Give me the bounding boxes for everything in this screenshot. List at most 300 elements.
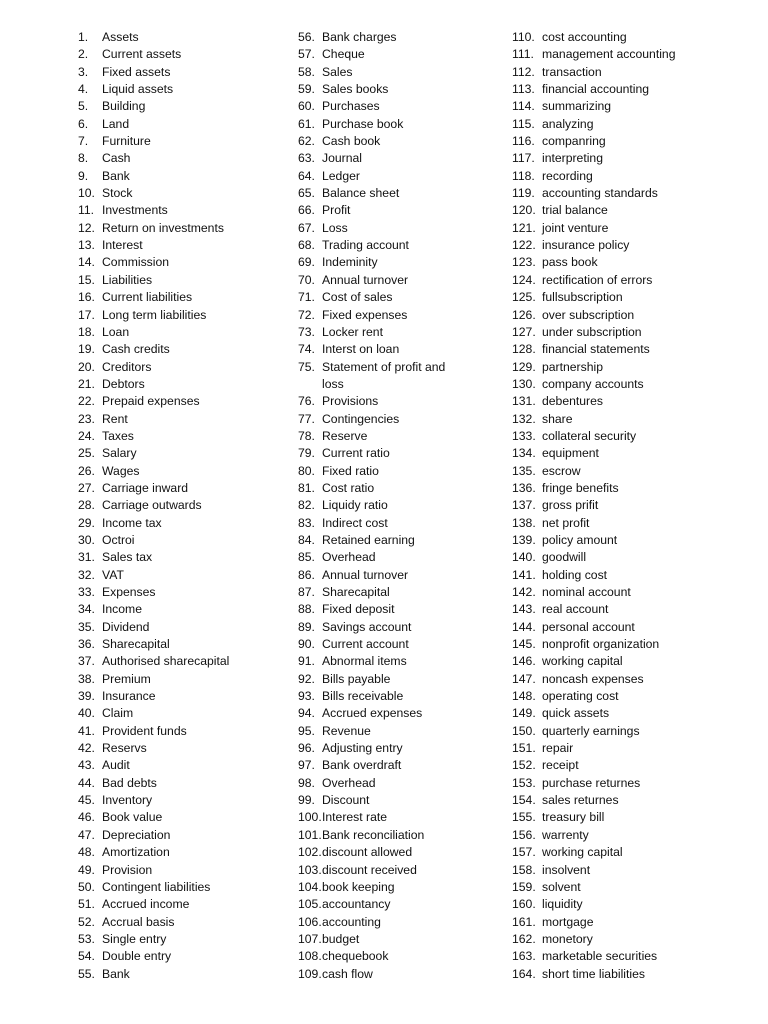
list-item bbox=[298, 220, 498, 237]
item-term: financial accounting bbox=[542, 82, 650, 97]
item-term: Bank reconciliation bbox=[322, 827, 425, 842]
item-number: 99. bbox=[298, 793, 315, 808]
item-number: 42. bbox=[78, 741, 95, 756]
item-term: Statement of profit and loss bbox=[322, 359, 446, 391]
item-number: 49. bbox=[78, 862, 95, 877]
item-number: 126. bbox=[512, 307, 536, 322]
list-item bbox=[298, 341, 498, 358]
list-item bbox=[512, 254, 762, 271]
item-number: 34. bbox=[78, 602, 95, 617]
list-item bbox=[298, 185, 498, 202]
item-number: 153. bbox=[512, 775, 536, 790]
item-term: company accounts bbox=[542, 376, 644, 391]
list-item bbox=[512, 237, 762, 254]
item-term: Sharecapital bbox=[322, 585, 390, 599]
list-item bbox=[298, 254, 498, 271]
list-item bbox=[512, 671, 762, 688]
item-number: 48. bbox=[78, 845, 95, 860]
list-item bbox=[512, 272, 762, 289]
item-number: 73. bbox=[298, 324, 315, 339]
item-term: working capital bbox=[542, 654, 623, 669]
list-item bbox=[78, 584, 278, 601]
list-item bbox=[512, 202, 762, 219]
item-number: 76. bbox=[298, 394, 315, 409]
item-term: personal account bbox=[542, 619, 635, 634]
list-item bbox=[298, 619, 498, 636]
item-number: 30. bbox=[78, 532, 95, 547]
item-term: Cash credits bbox=[102, 342, 170, 357]
item-term: Current liabilities bbox=[102, 290, 193, 305]
item-number: 155. bbox=[512, 810, 536, 825]
list-item bbox=[298, 671, 498, 688]
item-number: 139. bbox=[512, 532, 536, 547]
list-item bbox=[78, 931, 278, 948]
item-term: operating cost bbox=[542, 689, 619, 704]
list-item bbox=[512, 549, 762, 566]
item-term: Land bbox=[102, 116, 130, 131]
item-term: Contingencies bbox=[322, 411, 400, 426]
item-term: Liquidy ratio bbox=[322, 498, 388, 513]
item-term: Taxes bbox=[102, 428, 134, 443]
item-number: 59. bbox=[298, 82, 315, 97]
list-item bbox=[78, 966, 278, 983]
list-item bbox=[512, 844, 762, 861]
item-term: Savings account bbox=[322, 619, 412, 634]
list-item bbox=[78, 254, 278, 271]
item-number: 21. bbox=[78, 376, 95, 391]
item-number: 14. bbox=[78, 255, 95, 270]
list-item bbox=[512, 601, 762, 618]
item-term: Cost of sales bbox=[322, 290, 393, 305]
list-item bbox=[78, 757, 278, 774]
item-number: 15. bbox=[78, 272, 95, 287]
item-number: 122. bbox=[512, 238, 536, 253]
item-number: 37. bbox=[78, 654, 95, 669]
item-term: Bills payable bbox=[322, 671, 391, 686]
item-number: 35. bbox=[78, 619, 95, 634]
list-item bbox=[298, 705, 498, 722]
item-number: 54. bbox=[78, 949, 95, 964]
list-item bbox=[78, 324, 278, 341]
item-number: 152. bbox=[512, 758, 536, 773]
item-number: 90. bbox=[298, 637, 315, 652]
list-item bbox=[298, 116, 498, 133]
item-term: joint venture bbox=[542, 220, 609, 235]
item-term: Sales tax bbox=[102, 550, 153, 565]
item-number: 157. bbox=[512, 845, 536, 860]
item-term: Interst on loan bbox=[322, 342, 400, 357]
item-term: Bank charges bbox=[322, 30, 397, 44]
list-item bbox=[78, 46, 278, 63]
item-term: Investments bbox=[102, 203, 168, 218]
list-item bbox=[298, 168, 498, 185]
item-term: VAT bbox=[102, 567, 124, 582]
list-item bbox=[512, 532, 762, 549]
list-item bbox=[298, 46, 498, 63]
item-term: trial balance bbox=[542, 203, 608, 218]
item-number: 89. bbox=[298, 619, 315, 634]
item-term: Commission bbox=[102, 255, 170, 270]
column-3 bbox=[512, 29, 762, 983]
item-term: net profit bbox=[542, 515, 590, 530]
list-item bbox=[512, 220, 762, 237]
item-number: 68. bbox=[298, 238, 315, 253]
item-term: accountancy bbox=[322, 897, 391, 912]
item-number: 113. bbox=[512, 82, 535, 97]
list-item bbox=[78, 723, 278, 740]
list-item bbox=[298, 289, 498, 306]
list-item bbox=[78, 705, 278, 722]
list-item bbox=[78, 220, 278, 237]
list-item bbox=[298, 237, 498, 254]
list-item bbox=[78, 29, 278, 46]
item-term: escrow bbox=[542, 463, 581, 478]
item-term: Purchases bbox=[322, 99, 380, 114]
list-item bbox=[78, 844, 278, 861]
item-number: 71. bbox=[298, 290, 315, 305]
item-number: 13. bbox=[78, 238, 95, 253]
list-item bbox=[78, 827, 278, 844]
item-term: Provisions bbox=[322, 394, 379, 409]
list-item bbox=[512, 827, 762, 844]
item-term: chequebook bbox=[322, 949, 389, 964]
list-item bbox=[298, 272, 498, 289]
list-item bbox=[512, 914, 762, 931]
item-term: Provision bbox=[102, 862, 153, 877]
item-number: 52. bbox=[78, 914, 95, 929]
list-item bbox=[512, 168, 762, 185]
list-item bbox=[298, 931, 498, 948]
list-item bbox=[512, 376, 762, 393]
list-item bbox=[298, 844, 498, 861]
item-number: 8. bbox=[78, 151, 89, 166]
item-number: 127. bbox=[512, 324, 536, 339]
item-term: Bank bbox=[102, 168, 130, 183]
item-term: Cash bbox=[102, 151, 131, 166]
item-term: Reservs bbox=[102, 741, 147, 756]
item-number: 150. bbox=[512, 723, 536, 738]
item-number: 141. bbox=[512, 567, 536, 582]
item-number: 120. bbox=[512, 203, 536, 218]
list-item bbox=[512, 307, 762, 324]
item-number: 107. bbox=[298, 931, 322, 946]
list-item bbox=[78, 289, 278, 306]
item-number: 128. bbox=[512, 342, 536, 357]
item-term: insolvent bbox=[542, 862, 591, 877]
item-term: Audit bbox=[102, 758, 130, 773]
item-number: 106. bbox=[298, 914, 322, 929]
list-item bbox=[78, 428, 278, 445]
item-term: Provident funds bbox=[102, 723, 187, 738]
item-number: 105. bbox=[298, 897, 322, 912]
list-item bbox=[512, 705, 762, 722]
item-term: Cheque bbox=[322, 47, 365, 62]
list-item bbox=[298, 359, 498, 394]
list-item bbox=[512, 653, 762, 670]
item-number: 119. bbox=[512, 186, 535, 201]
item-number: 3. bbox=[78, 64, 89, 79]
item-number: 63. bbox=[298, 151, 315, 166]
item-term: summarizing bbox=[542, 99, 612, 114]
item-number: 135. bbox=[512, 463, 536, 478]
item-number: 6. bbox=[78, 116, 89, 131]
item-term: Income tax bbox=[102, 515, 162, 530]
item-number: 26. bbox=[78, 463, 95, 478]
item-number: 114. bbox=[512, 99, 535, 114]
item-number: 47. bbox=[78, 827, 95, 842]
item-term: Double entry bbox=[102, 949, 172, 964]
list-item bbox=[512, 133, 762, 150]
item-number: 2. bbox=[78, 47, 89, 62]
list-item bbox=[512, 480, 762, 497]
item-number: 74. bbox=[298, 342, 315, 357]
item-term: Locker rent bbox=[322, 324, 383, 339]
item-number: 159. bbox=[512, 879, 536, 894]
item-term: sales returnes bbox=[542, 793, 619, 808]
list-item bbox=[512, 463, 762, 480]
item-number: 81. bbox=[298, 480, 315, 495]
list-item bbox=[78, 567, 278, 584]
list-item bbox=[78, 98, 278, 115]
list-item bbox=[512, 809, 762, 826]
item-number: 116. bbox=[512, 134, 535, 149]
list-item bbox=[298, 428, 498, 445]
item-number: 46. bbox=[78, 810, 95, 825]
list-item bbox=[298, 914, 498, 931]
item-number: 94. bbox=[298, 706, 315, 721]
list-item bbox=[78, 879, 278, 896]
item-term: transaction bbox=[542, 64, 602, 79]
list-item bbox=[298, 584, 498, 601]
column-1 bbox=[78, 29, 278, 983]
item-number: 162. bbox=[512, 931, 536, 946]
list-item bbox=[298, 723, 498, 740]
list-item bbox=[298, 150, 498, 167]
list-item bbox=[512, 46, 762, 63]
item-number: 103. bbox=[298, 862, 322, 877]
item-term: partnership bbox=[542, 359, 603, 374]
list-item bbox=[512, 792, 762, 809]
list-item bbox=[78, 445, 278, 462]
list-item bbox=[78, 307, 278, 324]
item-term: Income bbox=[102, 602, 142, 617]
item-number: 133. bbox=[512, 428, 536, 443]
item-number: 22. bbox=[78, 394, 95, 409]
list-item bbox=[512, 567, 762, 584]
item-term: Fixed expenses bbox=[322, 307, 408, 322]
item-number: 16. bbox=[78, 290, 95, 305]
list-item bbox=[512, 619, 762, 636]
item-number: 131. bbox=[512, 394, 536, 409]
item-term: Ledger bbox=[322, 168, 360, 183]
item-term: Sales bbox=[322, 64, 353, 79]
list-item bbox=[512, 341, 762, 358]
item-term: real account bbox=[542, 602, 609, 617]
item-term: rectification of errors bbox=[542, 272, 653, 287]
item-term: cash flow bbox=[322, 966, 373, 981]
item-term: Abnormal items bbox=[322, 654, 407, 669]
item-term: Retained earning bbox=[322, 532, 415, 547]
item-term: Adjusting entry bbox=[322, 741, 403, 756]
list-item bbox=[512, 98, 762, 115]
item-term: Bad debts bbox=[102, 775, 157, 790]
list-item bbox=[512, 775, 762, 792]
item-number: 161. bbox=[512, 914, 536, 929]
item-term: book keeping bbox=[322, 879, 395, 894]
item-term: Book value bbox=[102, 810, 163, 825]
list-item bbox=[298, 29, 498, 46]
list-item bbox=[298, 515, 498, 532]
item-number: 80. bbox=[298, 463, 315, 478]
item-number: 129. bbox=[512, 359, 536, 374]
list-item bbox=[78, 393, 278, 410]
list-item bbox=[512, 948, 762, 965]
item-number: 102. bbox=[298, 845, 322, 860]
list-item bbox=[78, 116, 278, 133]
item-term: management accounting bbox=[542, 47, 676, 62]
list-item bbox=[512, 931, 762, 948]
item-term: Wages bbox=[102, 463, 140, 478]
item-term: noncash expenses bbox=[542, 671, 644, 686]
item-term: Building bbox=[102, 99, 146, 114]
item-number: 27. bbox=[78, 480, 95, 495]
item-number: 58. bbox=[298, 64, 315, 79]
item-number: 118. bbox=[512, 168, 535, 183]
item-number: 96. bbox=[298, 741, 315, 756]
item-number: 88. bbox=[298, 602, 315, 617]
item-number: 31. bbox=[78, 550, 95, 565]
item-term: nonprofit organization bbox=[542, 637, 660, 652]
item-term: Assets bbox=[102, 30, 139, 44]
list-item bbox=[78, 202, 278, 219]
item-number: 20. bbox=[78, 359, 95, 374]
list-item bbox=[512, 896, 762, 913]
item-number: 45. bbox=[78, 793, 95, 808]
list-item bbox=[78, 896, 278, 913]
item-number: 41. bbox=[78, 723, 95, 738]
item-term: collateral security bbox=[542, 428, 637, 443]
list-item bbox=[298, 133, 498, 150]
list-item bbox=[512, 116, 762, 133]
item-term: Insurance bbox=[102, 689, 156, 704]
list-item bbox=[298, 549, 498, 566]
list-item bbox=[78, 168, 278, 185]
item-term: Fixed deposit bbox=[322, 602, 395, 617]
item-term: fullsubscription bbox=[542, 290, 623, 305]
item-term: Return on investments bbox=[102, 220, 224, 235]
item-number: 147. bbox=[512, 671, 536, 686]
item-number: 121. bbox=[512, 220, 536, 235]
item-number: 124. bbox=[512, 272, 536, 287]
item-number: 145. bbox=[512, 637, 536, 652]
list-item bbox=[78, 914, 278, 931]
item-number: 62. bbox=[298, 134, 315, 149]
item-term: Annual turnover bbox=[322, 272, 409, 287]
item-term: over subscription bbox=[542, 307, 635, 322]
item-number: 17. bbox=[78, 307, 95, 322]
item-number: 4. bbox=[78, 82, 89, 97]
list-item bbox=[78, 463, 278, 480]
list-item bbox=[512, 445, 762, 462]
list-item bbox=[298, 775, 498, 792]
list-item bbox=[78, 636, 278, 653]
item-number: 137. bbox=[512, 498, 536, 513]
list-item bbox=[512, 515, 762, 532]
list-item bbox=[78, 81, 278, 98]
item-term: short time liabilities bbox=[542, 966, 645, 981]
list-item bbox=[298, 948, 498, 965]
list-item bbox=[512, 966, 762, 983]
list-item bbox=[512, 393, 762, 410]
item-number: 101. bbox=[298, 827, 322, 842]
item-term: fringe benefits bbox=[542, 480, 619, 495]
item-number: 91. bbox=[298, 654, 315, 669]
item-number: 60. bbox=[298, 99, 315, 114]
item-term: Dividend bbox=[102, 619, 150, 634]
list-item bbox=[78, 775, 278, 792]
list-item bbox=[78, 133, 278, 150]
item-number: 29. bbox=[78, 515, 95, 530]
item-term: working capital bbox=[542, 845, 623, 860]
item-term: Furniture bbox=[102, 134, 151, 149]
list-item bbox=[78, 549, 278, 566]
list-item bbox=[78, 497, 278, 514]
item-number: 18. bbox=[78, 324, 95, 339]
item-term: gross prifit bbox=[542, 498, 599, 513]
item-term: Rent bbox=[102, 411, 128, 426]
item-term: nominal account bbox=[542, 585, 631, 599]
item-number: 5. bbox=[78, 99, 89, 114]
item-term: Bank overdraft bbox=[322, 758, 402, 773]
list-item bbox=[512, 428, 762, 445]
item-term: quick assets bbox=[542, 706, 610, 721]
list-item bbox=[512, 185, 762, 202]
list-item bbox=[298, 601, 498, 618]
item-term: discount allowed bbox=[322, 845, 413, 860]
item-number: 136. bbox=[512, 480, 536, 495]
item-term: Bills receivable bbox=[322, 689, 404, 704]
item-number: 115. bbox=[512, 116, 535, 131]
list-item bbox=[512, 64, 762, 81]
list-item bbox=[298, 202, 498, 219]
item-term: warrenty bbox=[542, 827, 589, 842]
item-number: 24. bbox=[78, 428, 95, 443]
item-term: recording bbox=[542, 168, 593, 183]
item-term: Indirect cost bbox=[322, 515, 388, 530]
item-number: 138. bbox=[512, 515, 536, 530]
item-number: 146. bbox=[512, 654, 536, 669]
item-term: holding cost bbox=[542, 567, 608, 582]
item-term: Creditors bbox=[102, 359, 152, 374]
list-item bbox=[298, 827, 498, 844]
list-item bbox=[298, 757, 498, 774]
item-number: 97. bbox=[298, 758, 315, 773]
list-item bbox=[78, 150, 278, 167]
item-term: Loss bbox=[322, 220, 348, 235]
item-term: solvent bbox=[542, 879, 581, 894]
list-item bbox=[78, 185, 278, 202]
item-term: Amortization bbox=[102, 845, 170, 860]
item-number: 72. bbox=[298, 307, 315, 322]
item-term: Premium bbox=[102, 671, 151, 686]
list-item bbox=[78, 601, 278, 618]
item-number: 28. bbox=[78, 498, 95, 513]
item-term: receipt bbox=[542, 758, 579, 773]
list-item bbox=[512, 757, 762, 774]
list-item bbox=[298, 896, 498, 913]
item-number: 110. bbox=[512, 30, 535, 44]
item-term: Revenue bbox=[322, 723, 371, 738]
